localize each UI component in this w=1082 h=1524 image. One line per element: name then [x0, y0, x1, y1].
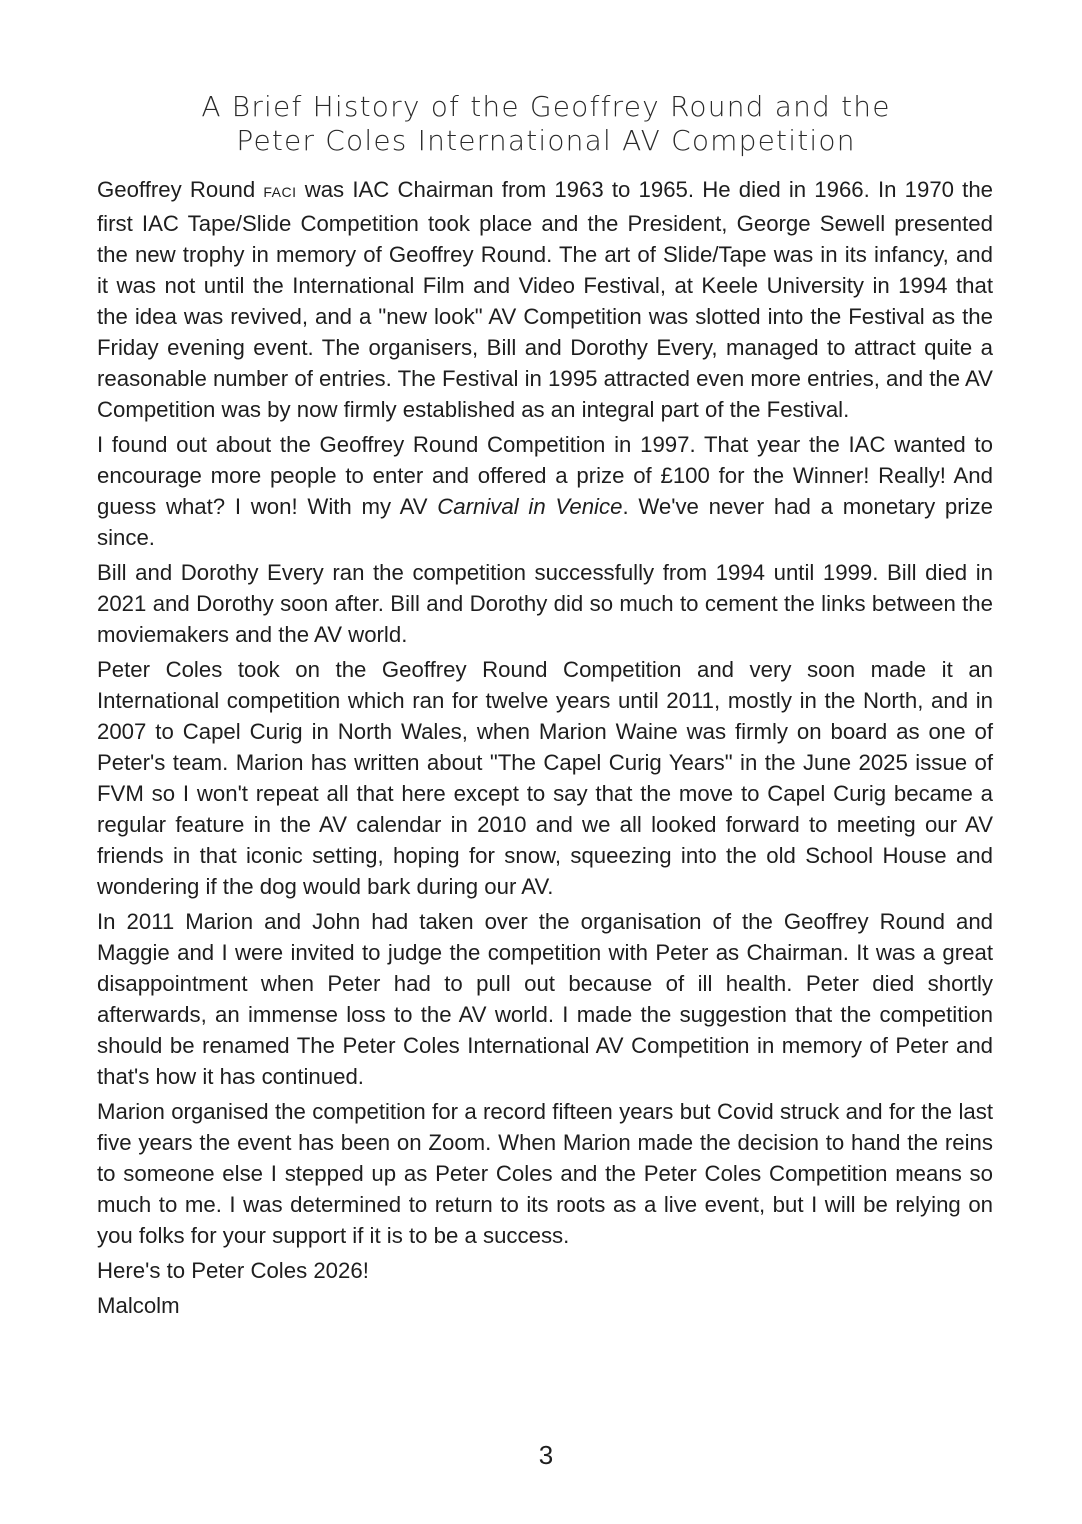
paragraph-2-tail: . We've never had a monetary prize since. [97, 494, 994, 550]
paragraph-2-text: I found out about the Geoffrey Round Competition in 1997. That year the IAC wanted to encourage more people to enter and offered a prize of £100 for the Winner! Really! And guess what? I won! With my AV [97, 432, 993, 519]
postnominal-faci: FACI [263, 184, 297, 200]
paragraph-4: Peter Coles took on the Geoffrey Round Competition and very soon made it an International competition which ran for twelve years until 2011, mostly in the North, and in 2007 to Capel Curig in North Wales, when Marion Waine was firmly on board as one of Peter's team. Marion has written about "The Capel Curig Years" in the June 2025 issue of FVM so I won't repeat all that here except to say that the move to Capel Curig became a regular feature in the AV calendar in 2010 and we all looked forward to meeting our AV friends in that iconic setting, hoping for snow, squeezing into the old School House and wondering if the dog would bark during our AV. [97, 657, 993, 899]
paragraph-5: In 2011 Marion and John had taken over the organisation of the Geoffrey Round and Maggie and I were invited to judge the competition with Peter as Chairman. It was a great disappointment when Peter had to pull out because of ill health. Peter died shortly afterwards, an immense loss to the AV world. I made the suggestion that the competition should be renamed The Peter Coles International AV Competition in memory of Peter and that's how it has continued. [97, 909, 993, 1089]
page-number: 3 [538, 1440, 554, 1470]
article-body [97, 174, 993, 1325]
title-line-1: A Brief History of the Geoffrey Round and the [201, 90, 891, 123]
signature: Malcolm [97, 1293, 180, 1318]
title-line-2: Peter Coles International AV Competition [236, 124, 856, 157]
paragraph-6: Marion organised the competition for a record fifteen years but Covid struck and for the last five years the event has been on Zoom. When Marion made the decision to hand the reins to someone else I stepped up as Peter Coles and the Peter Coles Competition means so much to me. I was determined to return to its roots as a live event, but I will be relying on you folks for your support if it is to be a success. [97, 1099, 993, 1248]
toast-line: Here's to Peter Coles 2026! [97, 1258, 369, 1283]
paragraph-1-text: was IAC Chairman from 1963 to 1965. He died in 1966. In 1970 the first IAC Tape/Slide Competition took place and the President, George Sewell presented the new trophy in memory of Geoffrey Round. The art of Slide/Tape was in its infancy, and it was not until the International Film and Video Festival, at Keele University in 1994 that the idea was revived, and a "new look" AV Competition was slotted into the Festival as the Friday evening event. The organisers, Bill and Dorothy Every, managed to attract quite a reasonable number of entries. The Festival in 1995 attracted even more entries, and the AV Competition was by now firmly established as an integral part of the Festival. [97, 177, 993, 422]
paragraph-2 [97, 429, 993, 553]
paragraph-1-lead: Geoffrey Round [97, 177, 264, 202]
av-title-carnival-in-venice: Carnival in Venice [437, 494, 623, 519]
paragraph-3: Bill and Dorothy Every ran the competition successfully from 1994 until 1999. Bill died in 2021 and Dorothy soon after. Bill and Dorothy did so much to cement the links between the moviemakers and the AV world. [97, 560, 993, 647]
paragraph-1 [97, 174, 993, 425]
page-title [150, 90, 942, 158]
